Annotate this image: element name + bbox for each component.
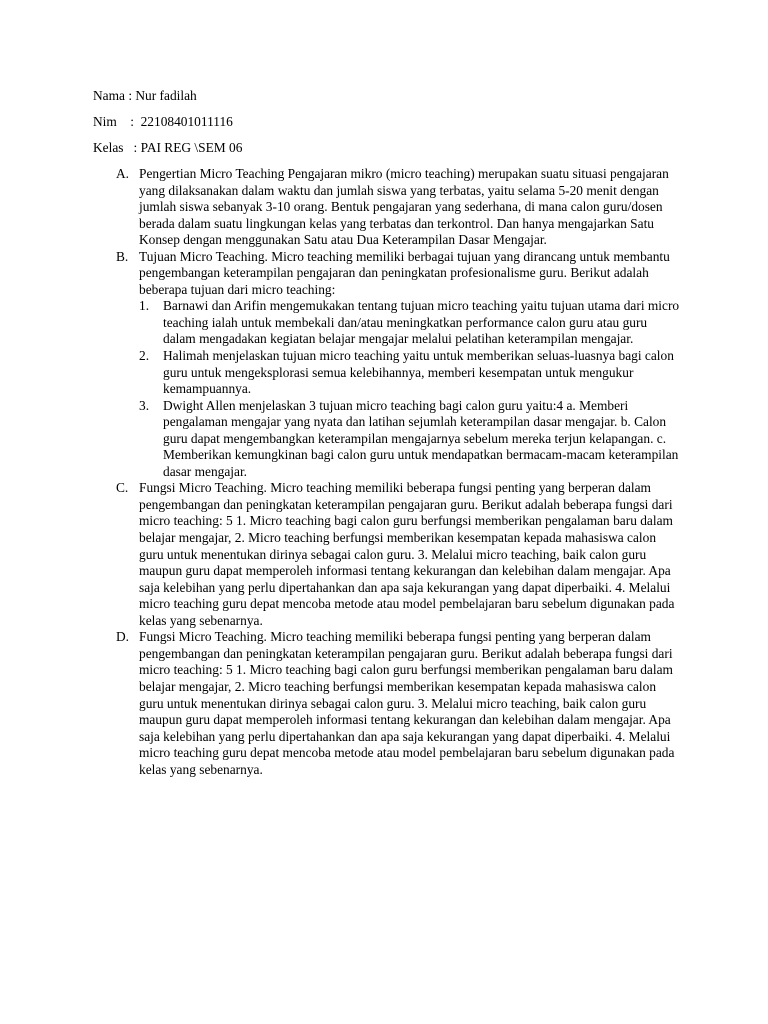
list-item-text: Fungsi Micro Teaching. Micro teaching memiliki beberapa fungsi penting yang berperan dalam pengembangan dan peningkatan keterampilan pengajaran guru. Berikut adalah beberapa fungsi dari micro teaching: 5 1. Micro teaching bagi calon guru berfungsi memberikan pengalaman baru dalam belajar mengajar, 2. Micro teaching berfungsi memberikan kesempatan kepada mahasiswa calon guru untuk menentukan dirinya sebagai calon guru. 3. Melalui micro teaching, baik calon guru maupun guru dapat memperoleh informasi tentang kekurangan dan kelebihan dalam mengajar. Apa saja kelebihan yang perlu dipertahankan dan apa saja kekurangan yang dapat diperbaiki. 4. Melalui micro teaching guru depat mencoba metode atau model pembelajaran baru sebelum digunakan pada kelas yang sebenarnya.: [139, 480, 675, 628]
sub-list: [139, 298, 683, 480]
kelas-line: Kelas : PAI REG \SEM 06: [93, 140, 243, 155]
sub-list-item-3: [139, 398, 683, 481]
sub-list-marker: 3.: [139, 397, 150, 413]
list-marker: C.: [116, 480, 129, 496]
sub-list-item-1: [139, 298, 683, 348]
sub-list-item-text: Halimah menjelaskan tujuan micro teaching yaitu untuk memberikan seluas-luasnya bagi calon guru untuk mengeksplorasi semua kelebihannya, memberi kesempatan untuk mengukur kemampuannya.: [163, 348, 674, 397]
nama-line: Nama : Nur fadilah: [93, 88, 197, 103]
list-item-d: [93, 629, 683, 778]
list-marker: D.: [116, 629, 130, 645]
list-item-b: [93, 249, 683, 481]
list-item-text: Pengertian Micro Teaching Pengajaran mikro (micro teaching) merupakan suatu situasi pengajaran yang dilaksanakan dalam waktu dan jumlah siswa yang terbatas, yaitu selama 5-20 menit dengan jumlah siswa sebanyak 3-10 orang. Bentuk pengajaran yang sederhana, di mana calon guru/dosen berada dalam suatu lingkungan kelas yang terbatas dan terkontrol. Dan hanya mengajarkan Satu Konsep dengan menggunakan Satu atau Dua Keterampilan Dasar Mengajar.: [139, 166, 669, 248]
main-list: [93, 166, 683, 778]
list-item-text: Fungsi Micro Teaching. Micro teaching memiliki beberapa fungsi penting yang berperan dalam pengembangan dan peningkatan keterampilan pengajaran guru. Berikut adalah beberapa fungsi dari micro teaching: 5 1. Micro teaching bagi calon guru berfungsi memberikan pengalaman baru dalam belajar mengajar, 2. Micro teaching berfungsi memberikan kesempatan kepada mahasiswa calon guru untuk menentukan dirinya sebagai calon guru. 3. Melalui micro teaching, baik calon guru maupun guru dapat memperoleh informasi tentang kekurangan dan kelebihan dalam mengajar. Apa saja kelebihan yang perlu dipertahankan dan apa saja kekurangan yang dapat diperbaiki. 4. Melalui micro teaching guru depat mencoba metode atau model pembelajaran baru sebelum digunakan pada kelas yang sebenarnya.: [139, 629, 675, 777]
list-item-c: [93, 480, 683, 629]
sub-list-item-text: Dwight Allen menjelaskan 3 tujuan micro teaching bagi calon guru yaitu:4 a. Memberi pengalaman mengajar yang nyata dan latihan sejumlah keterampilan dasar mengajar. b. Calon guru dapat mengembangkan keterampilan mengajarnya sebelum mereka terjun kelapangan. c. Memberikan kemungkinan bagi calon guru untuk mendapatkan bermacam-macam keterampilan dasar mengajar.: [163, 397, 679, 479]
list-item-a: [93, 166, 683, 249]
list-marker: A.: [116, 166, 130, 181]
sub-list-item-text: Barnawi dan Arifin mengemukakan tentang tujuan micro teaching yaitu tujuan utama dari micro teaching ialah untuk membekali dan/atau meningkatkan performance calon guru atau guru dalam mengadakan kegiatan belajar mengajar melalui pelatihan keterampilan mengajar.: [163, 298, 680, 347]
list-item-text: Tujuan Micro Teaching. Micro teaching memiliki berbagai tujuan yang dirancang untuk membantu pengembangan keterampilan pengajaran dan peningkatan profesionalisme guru. Berikut adalah beberapa tujuan dari micro teaching:: [139, 248, 670, 297]
nim-line: Nim : 22108401011116: [93, 114, 233, 129]
sub-list-marker: 2.: [139, 348, 150, 364]
sub-list-marker: 1.: [139, 298, 150, 314]
list-marker: B.: [116, 248, 129, 264]
sub-list-item-2: [139, 348, 683, 398]
